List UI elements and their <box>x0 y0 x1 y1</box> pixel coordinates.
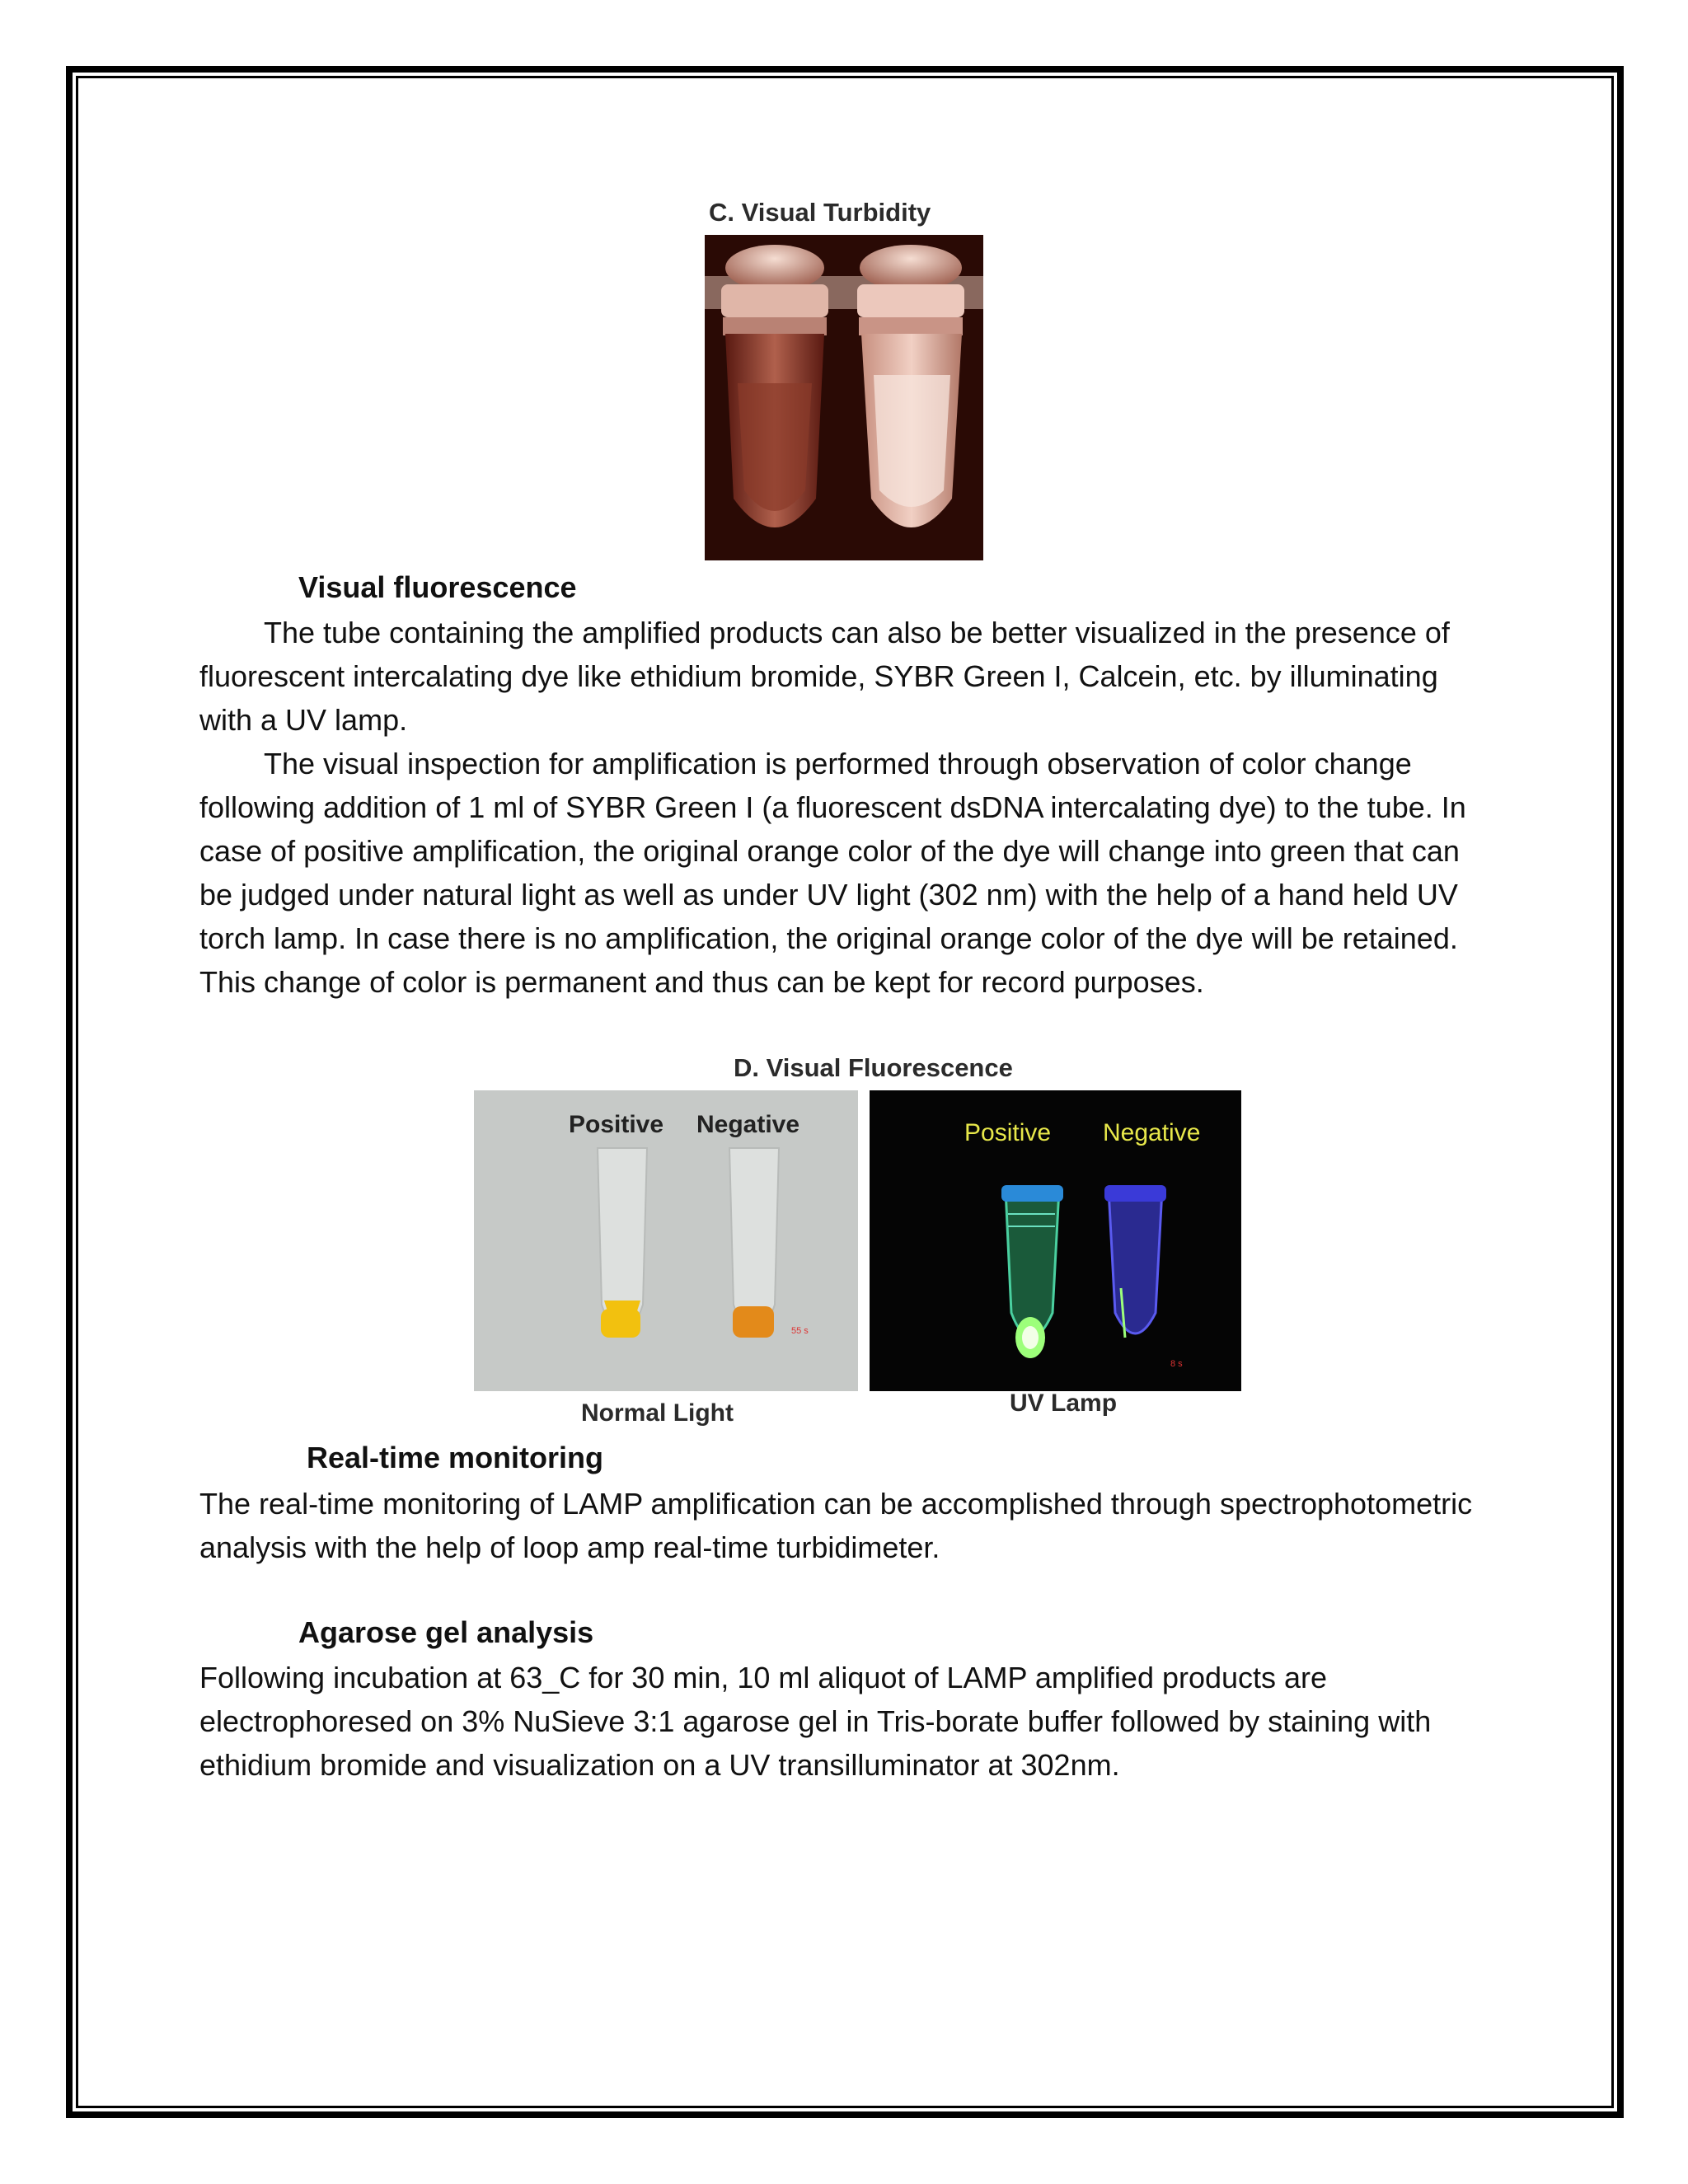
svg-text:55 s: 55 s <box>791 1326 809 1336</box>
section-body-real-time-monitoring <box>199 1482 1485 1569</box>
section-heading-agarose-gel-analysis: Agarose gel analysis <box>298 1615 594 1649</box>
normal-light-photo <box>474 1090 858 1391</box>
uv-positive-label: Positive <box>964 1119 1052 1146</box>
figure-d-caption: D. Visual Fluorescence <box>734 1053 1013 1082</box>
normal-light-caption: Normal Light <box>581 1399 734 1427</box>
section-heading-real-time-monitoring: Real-time monitoring <box>307 1441 604 1474</box>
uv-lamp-photo <box>870 1090 1241 1391</box>
uv-lamp-caption: UV Lamp <box>1010 1390 1118 1417</box>
normal-light-negative-label: Negative <box>696 1111 800 1138</box>
paragraph: The real-time monitoring of LAMP amplification can be accomplished through spectrophotometric analysis with the help of loop amp real-time turbidimeter. <box>199 1487 1473 1564</box>
paragraph: The tube containing the amplified products can also be better visualized in the presence of fluorescent intercalating dye like ethidium bromide, SYBR Green I, Calcein, etc. by illuminating with a UV lamp. <box>199 616 1450 737</box>
turbidity-tubes-illustration <box>705 235 983 560</box>
section-body-visual-fluorescence <box>199 611 1485 1004</box>
normal-light-positive-label: Positive <box>569 1111 664 1138</box>
turbidity-tubes-photo <box>705 235 983 560</box>
section-heading-visual-fluorescence: Visual fluorescence <box>298 570 577 604</box>
section-body-agarose-gel-analysis <box>199 1656 1485 1787</box>
paragraph: The visual inspection for amplification is performed through observation of color change following addition of 1 ml of SYBR Green I (a fluorescent dsDNA intercalating dye) to the tube. In case of positive amplification, the original orange color of the dye will change into green that can be judged under natural light as well as under UV light (302 nm) with the help of a hand held UV torch lamp. In case there is no amplification, the original orange color of the dye will be retained. This change of color is permanent and thus can be kept for record purposes. <box>199 747 1466 999</box>
figure-c-caption: C. Visual Turbidity <box>709 198 931 227</box>
uv-negative-label: Negative <box>1103 1119 1201 1146</box>
normal-light-tubes-illustration <box>474 1090 858 1391</box>
paragraph: Following incubation at 63_C for 30 min, 10 ml aliquot of LAMP amplified products are electrophoresed on 3% NuSieve 3:1 agarose gel in Tris-borate buffer followed by staining with ethidium bromide and visualization on a UV transilluminator at 302nm. <box>199 1661 1432 1782</box>
svg-text:8 s: 8 s <box>1170 1359 1183 1369</box>
